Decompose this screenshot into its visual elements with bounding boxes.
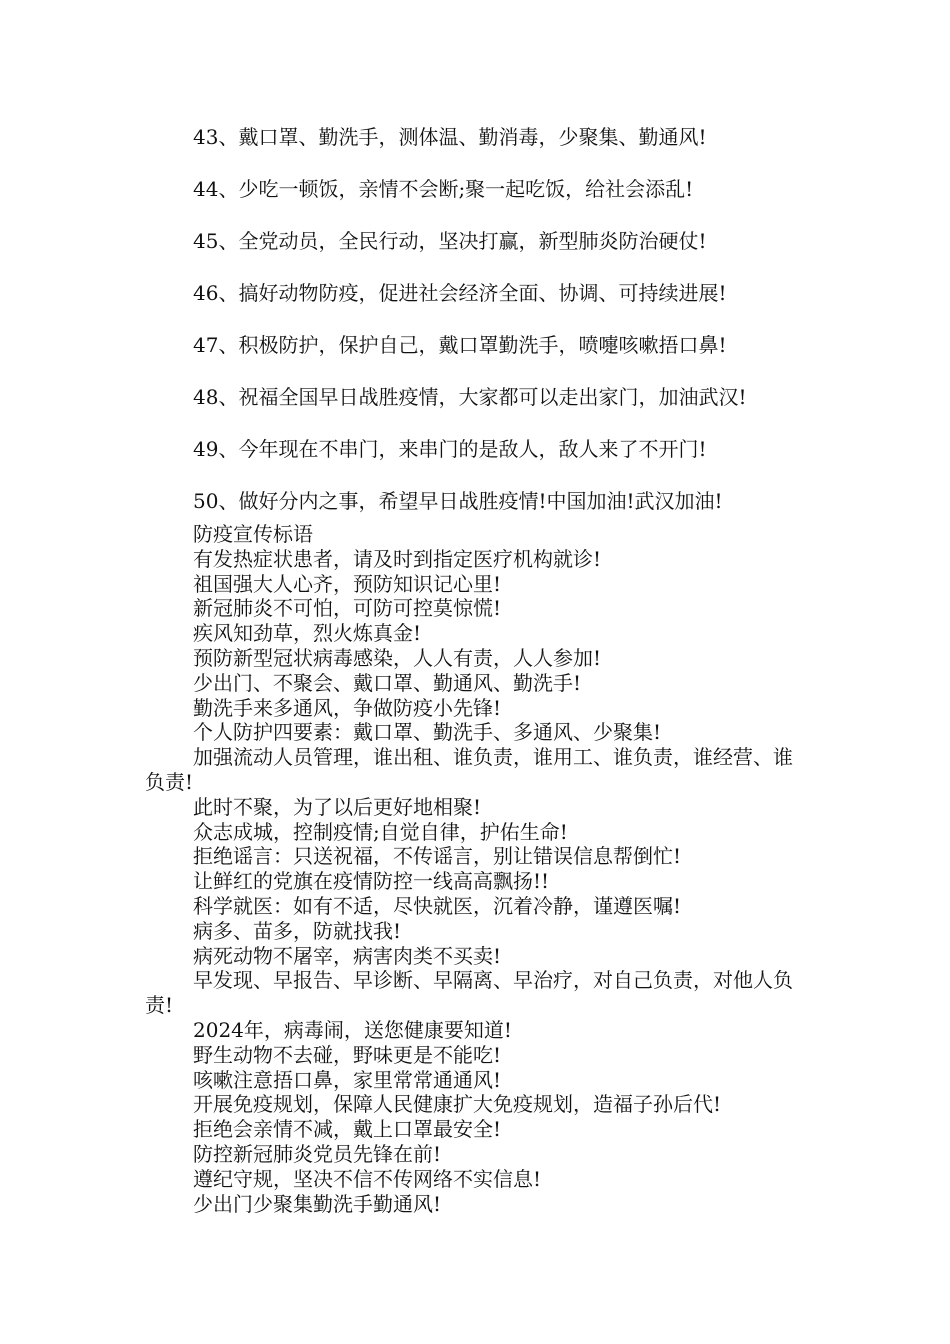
slogan-line: 开展免疫规划，保障人民健康扩大免疫规划，造福子孙后代! bbox=[193, 1092, 722, 1117]
slogan-line: 少出门少聚集勤洗手勤通风! bbox=[193, 1191, 442, 1216]
slogan-line: 疾风知劲草，烈火炼真金! bbox=[193, 621, 422, 646]
slogan-line: 咳嗽注意捂口鼻，家里常常通通风! bbox=[193, 1067, 502, 1092]
slogan-line: 预防新型冠状病毒感染，人人有责，人人参加! bbox=[193, 645, 602, 670]
slogan-line: 科学就医：如有不适，尽快就医，沉着冷静，谨遵医嘱! bbox=[193, 893, 682, 918]
numbered-item: 44、少吃一顿饭，亲情不会断;聚一起吃饭，给社会添乱! bbox=[193, 177, 694, 201]
slogan-line: 遵纪守规，坚决不信不传网络不实信息! bbox=[193, 1166, 542, 1191]
slogan-line: 病死动物不屠宰，病害肉类不买卖! bbox=[193, 943, 502, 968]
numbered-slogan-list bbox=[193, 117, 853, 533]
slogan-line: 早发现、早报告、早诊断、早隔离、早治疗，对自己负责，对他人负责! bbox=[145, 968, 793, 1018]
slogan-line: 少出门、不聚会、戴口罩、勤通风、勤洗手! bbox=[193, 670, 582, 695]
slogan-line: 拒绝谣言：只送祝福，不传谣言，别让错误信息帮倒忙! bbox=[193, 844, 682, 869]
slogan-line: 有发热症状患者，请及时到指定医疗机构就诊! bbox=[193, 546, 602, 571]
numbered-item: 45、全党动员，全民行动，坚决打赢，新型肺炎防治硬仗! bbox=[193, 229, 707, 253]
slogan-line: 祖国强大人心齐，预防知识记心里! bbox=[193, 571, 502, 596]
slogan-line: 病多、苗多，防就找我! bbox=[193, 918, 402, 943]
slogan-line: 2024年，病毒闹，送您健康要知道! bbox=[193, 1017, 512, 1042]
slogan-line: 防控新冠肺炎党员先锋在前! bbox=[193, 1141, 442, 1166]
numbered-item: 48、祝福全国早日战胜疫情，大家都可以走出家门，加油武汉! bbox=[193, 385, 747, 409]
slogan-line: 加强流动人员管理，谁出租、谁负责，谁用工、谁负责，谁经营、谁负责! bbox=[145, 745, 793, 794]
slogan-line: 众志成城，控制疫情;自觉自律，护佑生命! bbox=[193, 819, 568, 844]
slogan-line: 让鲜红的党旗在疫情防控一线高高飘扬!! bbox=[193, 869, 550, 894]
slogan-section bbox=[145, 522, 810, 1216]
numbered-item: 49、今年现在不串门，来串门的是敌人，敌人来了不开门! bbox=[193, 437, 707, 461]
slogan-line: 个人防护四要素：戴口罩、勤洗手、多通风、少聚集! bbox=[193, 720, 662, 745]
slogan-line: 此时不聚，为了以后更好地相聚! bbox=[193, 794, 482, 819]
slogan-line: 新冠肺炎不可怕，可防可控莫惊慌! bbox=[193, 596, 502, 621]
slogan-line: 勤洗手来多通风，争做防疫小先锋! bbox=[193, 695, 502, 720]
slogan-line: 野生动物不去碰，野味更是不能吃! bbox=[193, 1042, 502, 1067]
numbered-item: 43、戴口罩、勤洗手，测体温、勤消毒，少聚集、勤通风! bbox=[193, 125, 707, 149]
slogan-line: 拒绝会亲情不减，戴上口罩最安全! bbox=[193, 1117, 502, 1142]
section-heading: 防疫宣传标语 bbox=[193, 522, 313, 546]
numbered-item: 46、搞好动物防疫，促进社会经济全面、协调、可持续进展! bbox=[193, 281, 727, 305]
numbered-item: 47、积极防护，保护自己，戴口罩勤洗手，喷嚏咳嗽捂口鼻! bbox=[193, 333, 727, 357]
numbered-item: 50、做好分内之事，希望早日战胜疫情!中国加油!武汉加油! bbox=[193, 489, 723, 513]
